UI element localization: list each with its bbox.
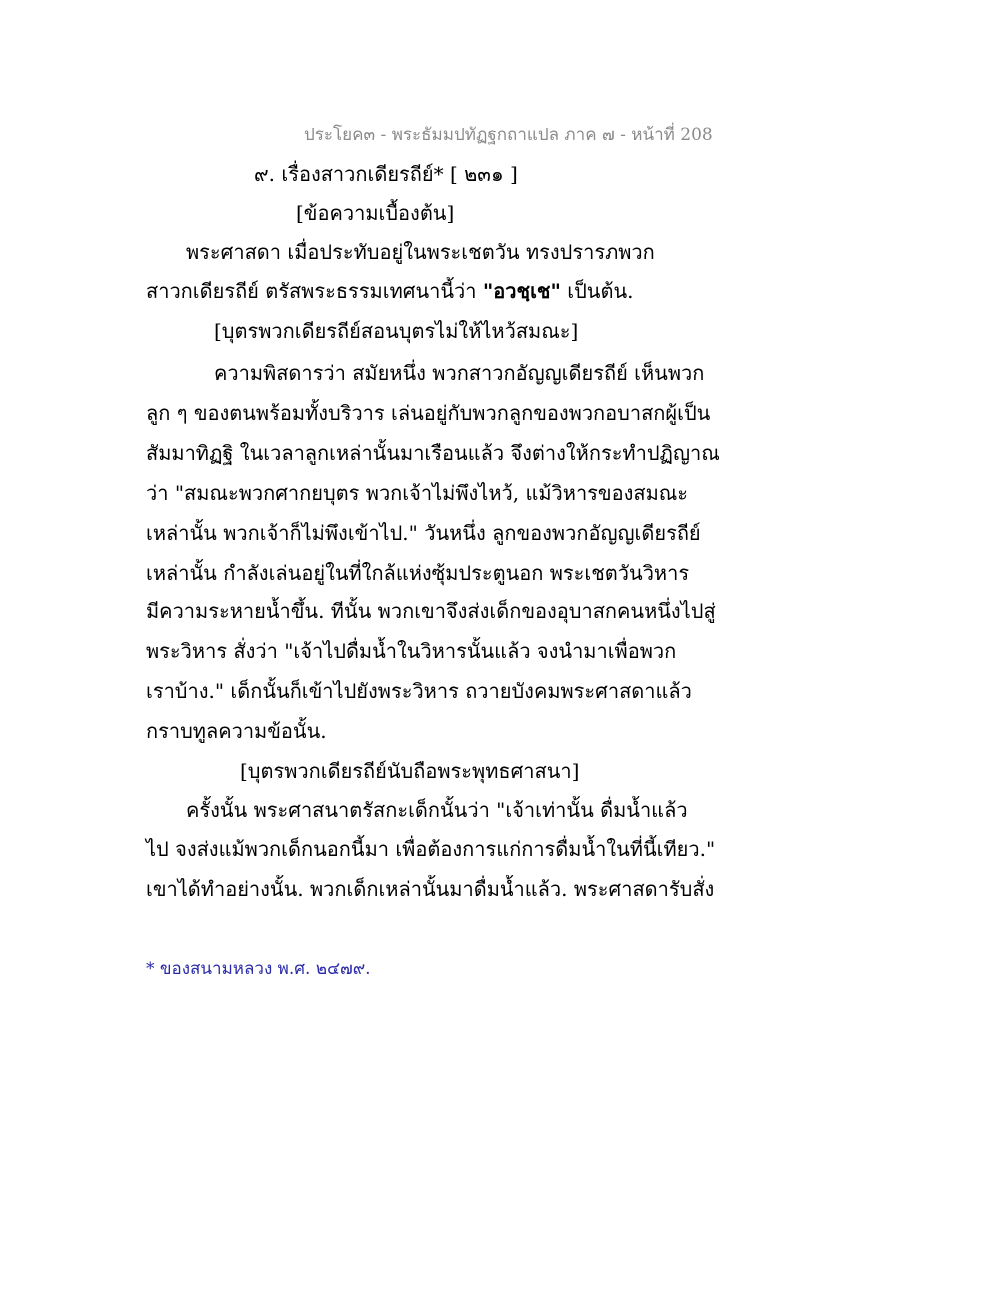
- paragraph-line: ลูก ๆ ของตนพร้อมทั้งบริวาร เล่นอยู่กับพวกลูกของพวกอบาสกผู้เป็น: [146, 401, 711, 425]
- page-header: ประโยค๓ - พระธัมมปทัฏฐกถาแปล ภาค ๗ - หน้าที่ 208: [304, 125, 713, 145]
- story-title: ๙. เรื่องสาวกเดียรถีย์* [ ๒๓๑ ]: [254, 162, 518, 186]
- paragraph-line: ว่า "สมณะพวกศากยบุตร พวกเจ้าไม่พึงไหว้, แม้วิหารของสมณะ: [146, 481, 689, 505]
- paragraph-line: ความพิสดารว่า สมัยหนึ่ง พวกสาวกอัญญเดียรถีย์ เห็นพวก: [214, 361, 705, 385]
- paragraph-line: เราบ้าง." เด็กนั้นก็เข้าไปยังพระวิหาร ถวายบังคมพระศาสดาแล้ว: [146, 679, 692, 703]
- text-span: เป็นต้น.: [560, 279, 634, 303]
- paragraph-line: เหล่านั้น กำลังเล่นอยู่ในที่ใกล้แห่งซุ้มประตูนอก พระเชตวันวิหาร: [146, 561, 690, 585]
- section-heading-intro: [ข้อความเบื้องต้น]: [296, 201, 455, 225]
- section-heading: [บุตรพวกเดียรถีย์นับถือพระพุทธศาสนา]: [240, 759, 580, 783]
- footnote: * ของสนามหลวง พ.ศ. ๒๔๗๙.: [146, 959, 371, 979]
- paragraph-line: ครั้งนั้น พระศาสนาตรัสกะเด็กนั้นว่า "เจ้าเท่านั้น ดื่มน้ำแล้ว: [186, 798, 688, 822]
- paragraph-line: เขาได้ทำอย่างนั้น. พวกเด็กเหล่านั้นมาดื่มน้ำแล้ว. พระศาสดารับสั่ง: [146, 877, 715, 901]
- section-heading: [บุตรพวกเดียรถีย์สอนบุตรไม่ให้ไหว้สมณะ]: [214, 319, 579, 343]
- paragraph-line: พระวิหาร สั่งว่า "เจ้าไปดื่มน้ำในวิหารนั้นแล้ว จงนำมาเพื่อพวก: [146, 639, 677, 663]
- paragraph-line: กราบทูลความข้อนั้น.: [146, 719, 327, 743]
- paragraph-line: เหล่านั้น พวกเจ้าก็ไม่พึงเข้าไป." วันหนึ่ง ลูกของพวกอัญญเดียรถีย์: [146, 521, 701, 545]
- paragraph-line: มีความระหายน้ำขึ้น. ทีนั้น พวกเขาจึงส่งเด็กของอุบาสกคนหนึ่งไปสู่: [146, 599, 716, 623]
- paragraph-line: พระศาสดา เมื่อประทับอยู่ในพระเชตวัน ทรงปรารภพวก: [186, 240, 655, 264]
- paragraph-line: สัมมาทิฏฐิ ในเวลาลูกเหล่านั้นมาเรือนแล้ว จึงต่างให้กระทำปฏิญาณ: [146, 441, 720, 465]
- pali-term: "อวชฺเช": [482, 279, 561, 303]
- paragraph-line: ไป จงส่งแม้พวกเด็กนอกนี้มา เพื่อต้องการแก่การดื่มน้ำในที่นี้เทียว.": [146, 837, 716, 861]
- text-span: สาวกเดียรถีย์ ตรัสพระธรรมเทศนานี้ว่า: [146, 279, 483, 303]
- paragraph-line: [146, 278, 634, 304]
